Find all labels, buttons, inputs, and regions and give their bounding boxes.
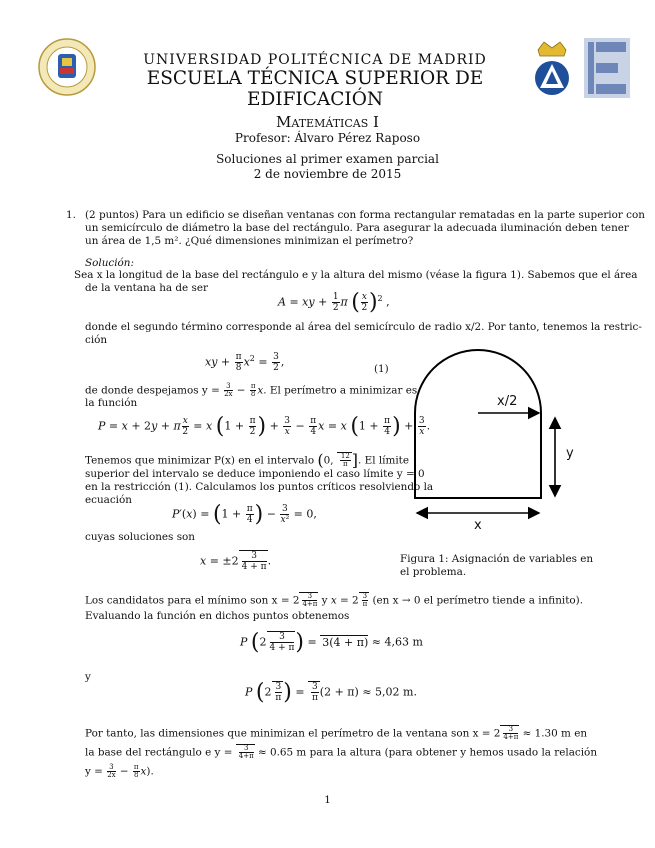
solution-para-3a: de donde despejamos y = $\frac{3}{2x}$ − $\frac{\pi}{8}$ x. El perímetro a minimizar es bbox=[85, 382, 418, 398]
critical-points-equation: x = ±2 $\frac{3}{4 + \pi}$ . bbox=[200, 551, 272, 572]
solution-para-2b: ción bbox=[85, 334, 108, 346]
width-label: x bbox=[474, 518, 482, 533]
exam-line: Soluciones al primer examen parcial bbox=[216, 152, 439, 166]
solution-para-1a: Sea x la longitud de la base del rectángulo e y la altura del mismo (véase la figura 1). Sabemos que el área bbox=[74, 269, 638, 281]
page-number: 1 bbox=[324, 794, 331, 806]
y-value-text: ≈ 0.65 m para la altura (para obtener y hemos usado la relación bbox=[257, 746, 598, 759]
base-text: la base del rectángulo e y = bbox=[85, 746, 233, 759]
school-crest-logo bbox=[530, 40, 574, 98]
solution-para-4e: ecuación bbox=[85, 494, 132, 506]
area-equation: A = xy + $\frac{1}{2}$ π ( $\frac{x}{2}$ )$^2$ , bbox=[278, 290, 390, 315]
evaluation-1-value: ≈ 4,63 m bbox=[371, 635, 423, 649]
height-label: y bbox=[566, 446, 574, 461]
university-name: UNIVERSIDAD POLITÉCNICA DE MADRID bbox=[143, 52, 487, 68]
radius-label: x/2 bbox=[497, 394, 518, 409]
problem-text-line-3: un área de 1,5 m². ¿Qué dimensiones minimizan el perímetro? bbox=[85, 235, 414, 247]
x-value-text: ≈ 1.30 m en bbox=[522, 727, 588, 740]
solution-para-6a: Los candidatos para el mínimo son x = 2 $\frac{3}{4+\pi}$ y x = 2 $\frac{3}{\pi}$ (en x → 0 el perímetro tiende a infinito). bbox=[85, 592, 583, 608]
perimeter-intro: El perímetro a minimizar es bbox=[269, 384, 418, 397]
figure-caption-2: el problema. bbox=[400, 566, 467, 578]
perimeter-equation: P = x + 2y + π $\frac{x}{2}$ = x (1 + $\frac{\pi}{2}$ ) + $\frac{3}{x}$ − $\frac{\pi}{4}$ x = x (1 + $\frac{\pi}{4}$ ) + $\frac{3}{x}$ . bbox=[98, 414, 431, 439]
window-figure bbox=[405, 340, 585, 540]
professor-line: Profesor: Álvaro Pérez Raposo bbox=[234, 131, 421, 145]
solution-heading: Solución: bbox=[85, 257, 134, 269]
school-name: ESCUELA TÉCNICA SUPERIOR DE EDIFICACIÓN bbox=[146, 68, 484, 110]
solution-para-6c: Evaluando la función en dichos puntos obtenemos bbox=[85, 610, 350, 622]
evaluation-2-value: ≈ 5,02 m. bbox=[362, 685, 417, 699]
date-line: 2 de noviembre de 2015 bbox=[253, 167, 402, 181]
minimize-text: Tenemos que minimizar P(x) en el intervalo bbox=[85, 454, 315, 467]
evaluation-1: P (2 $\frac{3}{4 + \pi}$ ) = 3(4 + π) ≈ 4,63 m bbox=[240, 630, 423, 655]
constraint-equation: xy + $\frac{\pi}{8}$ $x^2$ = $\frac{3}{2}$ , bbox=[205, 352, 285, 373]
upm-seal-logo bbox=[38, 38, 96, 96]
relation-text: y = bbox=[85, 765, 103, 778]
solution-para-4d: en la restricción (1). Calculamos los puntos críticos resolviendo la bbox=[85, 481, 434, 493]
limit-infinity-text: (en x → 0 el perímetro tiende a infinito). bbox=[372, 594, 583, 607]
solution-para-1b: de la ventana ha de ser bbox=[85, 282, 208, 294]
limit-text: . El límite bbox=[358, 454, 410, 467]
conclusion-text: Por tanto, las dimensiones que minimizan el perímetro de la ventana son x = 2 bbox=[85, 727, 501, 740]
building-e-logo bbox=[584, 38, 630, 98]
problem-text-line-2: un semicírculo de diámetro la base del rectángulo. Para asegurar la adecuada iluminación deben tener bbox=[85, 222, 629, 234]
and-word: y bbox=[85, 671, 91, 683]
solution-para-4c: superior del intervalo se deduce imponiendo el caso límite y = 0 bbox=[85, 468, 425, 480]
solution-para-5: cuyas soluciones son bbox=[85, 531, 195, 543]
solution-para-7c: la base del rectángulo e y = $\frac{3}{4+\pi}$ ≈ 0.65 m para la altura (para obtener y hemos usado la relación bbox=[85, 744, 598, 760]
derivative-equation: P′(x) = (1 + $\frac{\pi}{4}$ ) − $\frac{3}{\text{x²}}$ = 0, bbox=[172, 502, 317, 527]
problem-number: 1. bbox=[66, 209, 76, 221]
solution-para-2a: donde el segundo término corresponde al área del semicírculo de radio x/2. Por tanto, tenemos la restric- bbox=[85, 321, 642, 333]
solution-para-7e: y = $\frac{3}{2x}$ − $\frac{\pi}{8}$ x). bbox=[85, 763, 154, 779]
solve-for-y-text: de donde despejamos y = bbox=[85, 384, 220, 397]
equation-number: (1) bbox=[374, 363, 389, 375]
candidates-text: Los candidatos para el mínimo son x = 2 bbox=[85, 594, 300, 607]
solution-para-3c: la función bbox=[85, 397, 138, 409]
evaluation-2: P (2 $\frac{3}{\pi}$ ) = $\frac{3}{\pi}$ (2 + π) ≈ 5,02 m. bbox=[245, 680, 417, 705]
course-title: Matemáticas I bbox=[276, 113, 379, 131]
solution-para-7a: Por tanto, las dimensiones que minimizan el perímetro de la ventana son x = 2 $\frac{3}{4+\pi}$ ≈ 1.30 m en bbox=[85, 725, 588, 741]
problem-text-line-1: (2 puntos) Para un edificio se diseñan ventanas con forma rectangular rematadas en la parte superior con bbox=[85, 209, 645, 221]
figure-caption-1: Figura 1: Asignación de variables en bbox=[400, 553, 594, 565]
solution-para-4a: Tenemos que minimizar P(x) en el intervalo (0, $\frac{12}{\pi}$ ]. El límite bbox=[85, 450, 410, 470]
